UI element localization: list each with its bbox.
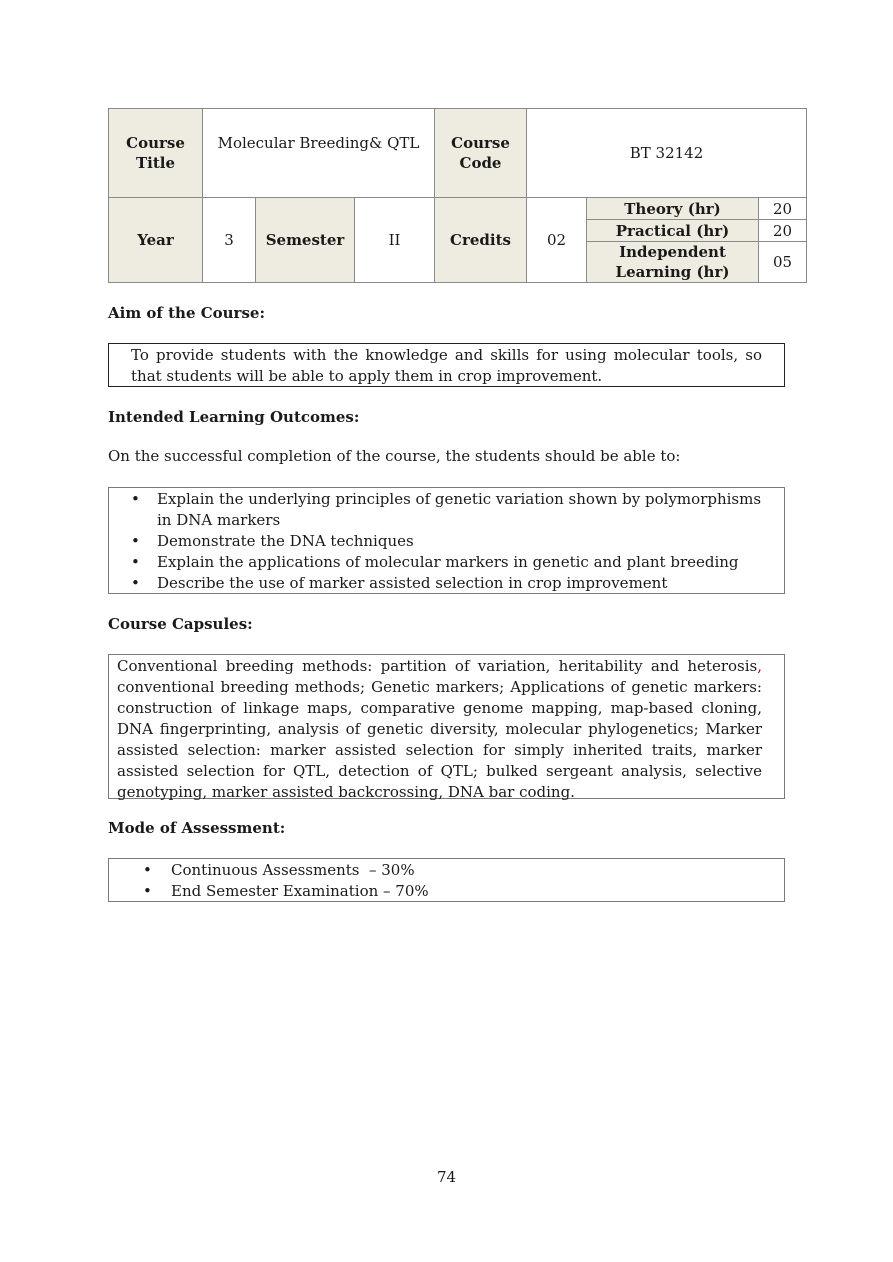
assessment-box (108, 858, 785, 902)
bullet-icon: • (131, 553, 140, 571)
assessment-heading: Mode of Assessment: (108, 819, 286, 837)
assessment-item: • Continuous Assessments – 30% (143, 861, 415, 879)
credits-value: 02 (527, 198, 587, 283)
theory-hours-value: 20 (759, 198, 807, 220)
course-code-label: Course Code (435, 109, 527, 198)
capsules-red-comma: , (757, 657, 762, 675)
ilo-item: • Explain the underlying principles of genetic variation shown by polymorphisms in DNA markers (131, 490, 762, 529)
ilo-list (131, 489, 764, 594)
page-number: 74 (436, 1168, 457, 1186)
capsules-text-start: Conventional breeding methods: partition of variation, heritability and heterosis (117, 657, 758, 675)
year-label: Year (109, 198, 203, 283)
ilo-item: • Describe the use of marker assisted selection in crop improvement (131, 574, 668, 592)
ilo-intro: On the successful completion of the course, the students should be able to: (108, 447, 681, 465)
capsules-text-rest: conventional breeding methods; Genetic markers; Applications of genetic markers: construction of linkage maps, comparative genome mapping, map-based cloning, DNA fingerprinting, analysis of genetic diversity, molecular phylogenetics; Marker assisted selection: marker assisted selection for simply inherited traits, marker assisted selection for QTL, detection of QTL; bulked sergeant analysis, selective genotyping, marker assisted backcrossing, DNA bar coding. (117, 678, 762, 801)
bullet-icon: • (131, 574, 140, 592)
aim-text: To provide students with the knowledge and skills for using molecular tools, so that students will be able to apply them in crop improvement. (131, 346, 762, 385)
practical-hours-value: 20 (759, 220, 807, 242)
course-title-label: Course Title (109, 109, 203, 198)
semester-value: II (355, 198, 435, 283)
aim-heading: Aim of the Course: (108, 304, 265, 322)
year-value: 3 (203, 198, 256, 283)
bullet-icon: • (131, 532, 140, 550)
capsules-box (108, 654, 785, 799)
bullet-icon: • (143, 882, 152, 900)
course-title-value: Molecular Breeding& QTL (203, 109, 435, 198)
independent-hours-value: 05 (759, 242, 807, 283)
bullet-icon: • (131, 490, 140, 508)
practical-hours-label: Practical (hr) (587, 220, 759, 242)
bullet-icon: • (143, 861, 152, 879)
independent-hours-label: Independent Learning (hr) (587, 242, 759, 283)
ilo-item: • Explain the applications of molecular markers in genetic and plant breeding (131, 553, 739, 571)
theory-hours-label: Theory (hr) (587, 198, 759, 220)
course-info-table (108, 108, 807, 283)
capsules-heading: Course Capsules: (108, 615, 253, 633)
credits-label: Credits (435, 198, 527, 283)
semester-label: Semester (256, 198, 355, 283)
assessment-list (143, 860, 764, 902)
assessment-item: • End Semester Examination – 70% (143, 882, 429, 900)
aim-box (108, 343, 785, 387)
course-code-value: BT 32142 (527, 109, 807, 198)
ilo-box (108, 487, 785, 594)
ilo-heading: Intended Learning Outcomes: (108, 408, 360, 426)
ilo-item: • Demonstrate the DNA techniques (131, 532, 414, 550)
